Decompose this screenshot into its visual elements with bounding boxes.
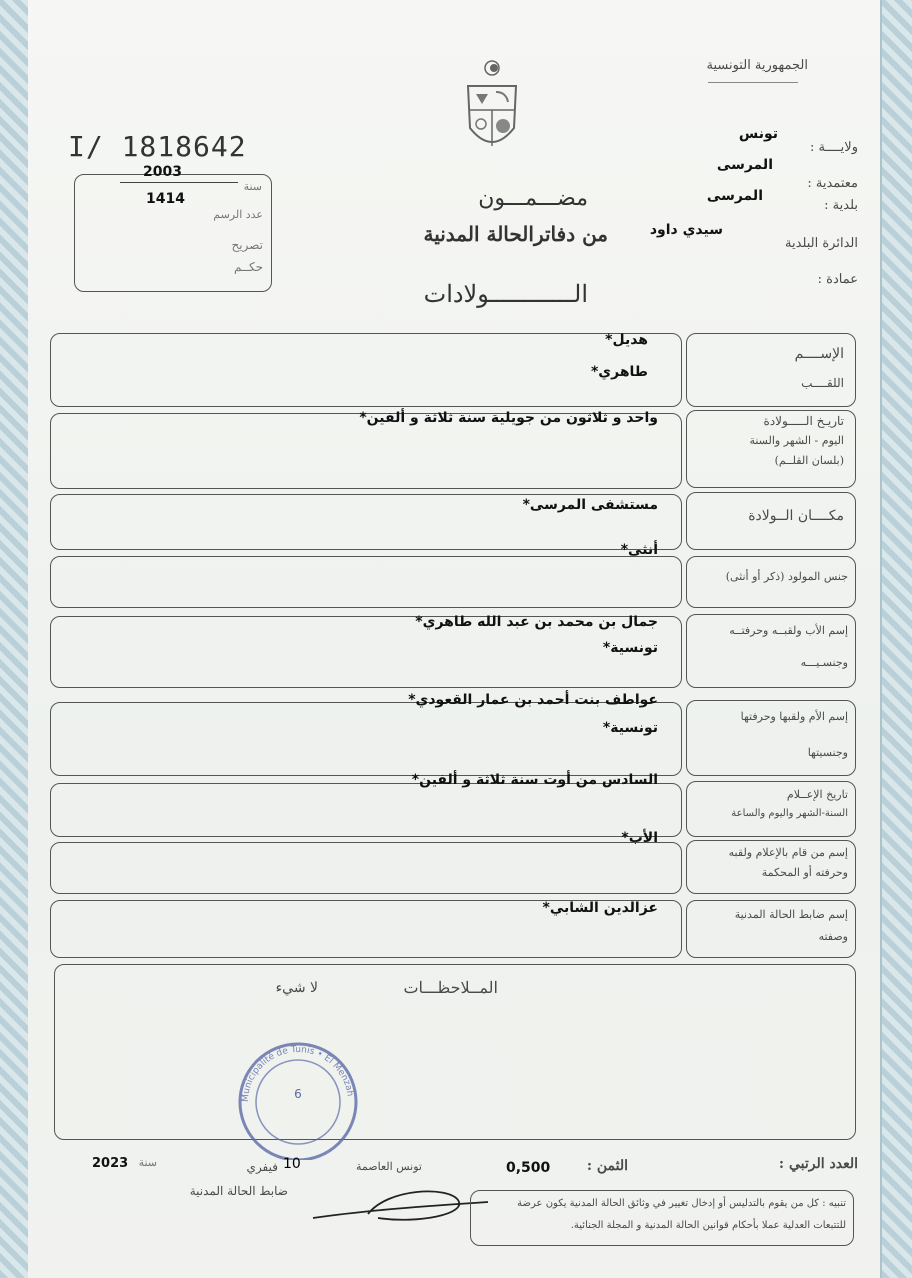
serial-label: العدد الرتبي : bbox=[778, 1156, 858, 1172]
issue-day: 10 bbox=[283, 1156, 301, 1172]
issue-month: فيفري bbox=[246, 1160, 278, 1174]
remarks-value: لا شيء bbox=[275, 980, 318, 996]
declaration-date-label: تاريخ الإعــلام bbox=[786, 788, 848, 801]
sex-value: أنثى* bbox=[620, 542, 658, 558]
registration-number: 1414 bbox=[146, 191, 185, 207]
row-name-label-box bbox=[686, 333, 856, 407]
price-label: الثمن : bbox=[586, 1158, 628, 1174]
coat-of-arms-icon bbox=[458, 58, 526, 158]
judgment-label: حكــم bbox=[233, 260, 263, 274]
father-value: جمال بن محمد بن عبد الله طاهري* bbox=[415, 614, 658, 630]
sex-label: جنس المولود (ذكر أو أنثى) bbox=[725, 570, 848, 583]
delegation-value: المرسى bbox=[716, 157, 773, 173]
row-declaration-value-box bbox=[50, 783, 682, 837]
father-nationality-label: وجنسـيـــه bbox=[800, 656, 848, 669]
warning-line-2: للتتبعات العدلية عملا بأحكام قوانين الحالة المدنية و المجلة الجنائية. bbox=[570, 1220, 846, 1231]
issue-year-label: سنة bbox=[138, 1156, 157, 1169]
civil-status-document bbox=[28, 0, 880, 1278]
serial-number: I/ 1818642 bbox=[68, 130, 247, 163]
name-label: الإســــم bbox=[794, 346, 844, 362]
declarant-sublabel: وحرفته أو المحكمة bbox=[761, 866, 848, 879]
officer-signature-label: ضابط الحالة المدنية bbox=[189, 1184, 288, 1198]
issue-year: 2023 bbox=[92, 1156, 129, 1171]
surname-label: اللقــــب bbox=[801, 376, 844, 390]
father-label: إسم الأب ولقبــه وحرفتــه bbox=[729, 624, 848, 637]
birthdate-value: واحد و ثلاثون من جويلية سنة ثلاثة و ألفين* bbox=[359, 410, 658, 426]
officer-label: إسم ضابط الحالة المدنية bbox=[734, 908, 848, 921]
birthdate-words-label: (بلسان القلــم) bbox=[774, 454, 844, 467]
price-value: 0,500 bbox=[506, 1160, 551, 1176]
right-decorative-edge bbox=[882, 0, 912, 1278]
row-mother-value-box bbox=[50, 702, 682, 776]
warning-line-1: تنبيه : كل من يقوم بالتدليس أو إدخال تغيير في وثائق الحالة المدنية يكون عرضة bbox=[517, 1198, 846, 1209]
municipality-label: بلدية : bbox=[824, 198, 858, 213]
stamp-text: Municipalité de Tunis • El Menzah bbox=[240, 1044, 355, 1103]
republic-underline bbox=[708, 82, 798, 83]
birthplace-value: مستشفى المرسى* bbox=[522, 497, 658, 513]
municipality-value: المرسى bbox=[706, 188, 763, 204]
district-label: الدائرة البلدية bbox=[785, 236, 858, 251]
declaration-label: تصريح bbox=[231, 238, 263, 252]
declarant-value: الأب* bbox=[621, 830, 658, 846]
year-label: سنة bbox=[243, 180, 262, 193]
birthdate-sublabel: اليوم - الشهر والسنة bbox=[749, 434, 844, 447]
issue-place: تونس العاصمة bbox=[356, 1160, 422, 1173]
title-middle: من دفاترالحالة المدنية bbox=[423, 222, 608, 246]
republic-label: الجمهورية التونسية bbox=[706, 58, 808, 73]
left-decorative-edge bbox=[0, 0, 30, 1278]
father-nationality-value: تونسية* bbox=[602, 640, 658, 656]
municipal-stamp-icon bbox=[233, 1040, 363, 1160]
birthplace-label: مكــــان الــولادة bbox=[748, 508, 844, 524]
first-name-value: هديل* bbox=[605, 332, 648, 348]
remarks-label: المــلاحظـــات bbox=[403, 978, 498, 997]
mother-label: إسم الأم ولقبها وحرفتها bbox=[740, 710, 848, 723]
governorate-value: تونس bbox=[738, 126, 778, 142]
mother-nationality-label: وجنسيتها bbox=[807, 746, 848, 759]
birthdate-label: تاريـخ الـــــولادة bbox=[763, 414, 844, 428]
row-sex-value-box bbox=[50, 556, 682, 608]
document-title: الــــــــــــولادات bbox=[423, 280, 588, 308]
mother-nationality-value: تونسية* bbox=[602, 720, 658, 736]
governorate-label: ولايــــة : bbox=[809, 140, 858, 155]
registration-year: 2003 bbox=[143, 164, 182, 180]
declaration-date-sublabel: السنة-الشهر واليوم والساعة bbox=[731, 808, 848, 819]
delegation-label: معتمدية : bbox=[807, 176, 858, 191]
omada-label: عمادة : bbox=[817, 272, 858, 287]
mother-value: عواطف بنت أحمد بن عمار القعودي* bbox=[408, 692, 658, 708]
title-top: مضـــمـــون bbox=[478, 186, 588, 211]
stamp-number: 6 bbox=[294, 1087, 302, 1101]
district-value: سيدي داود bbox=[649, 222, 723, 238]
officer-sublabel: وصفته bbox=[818, 930, 848, 943]
row-declarant-value-box bbox=[50, 842, 682, 894]
declarant-label: إسم من قام بالإعلام ولقبه bbox=[728, 846, 848, 859]
surname-value: طاهري* bbox=[590, 364, 648, 380]
number-label: عدد الرسم bbox=[213, 208, 263, 221]
officer-value: عزالدين الشابي* bbox=[542, 900, 658, 916]
declaration-date-value: السادس من أوت سنة ثلاثة و ألفين* bbox=[411, 772, 658, 788]
